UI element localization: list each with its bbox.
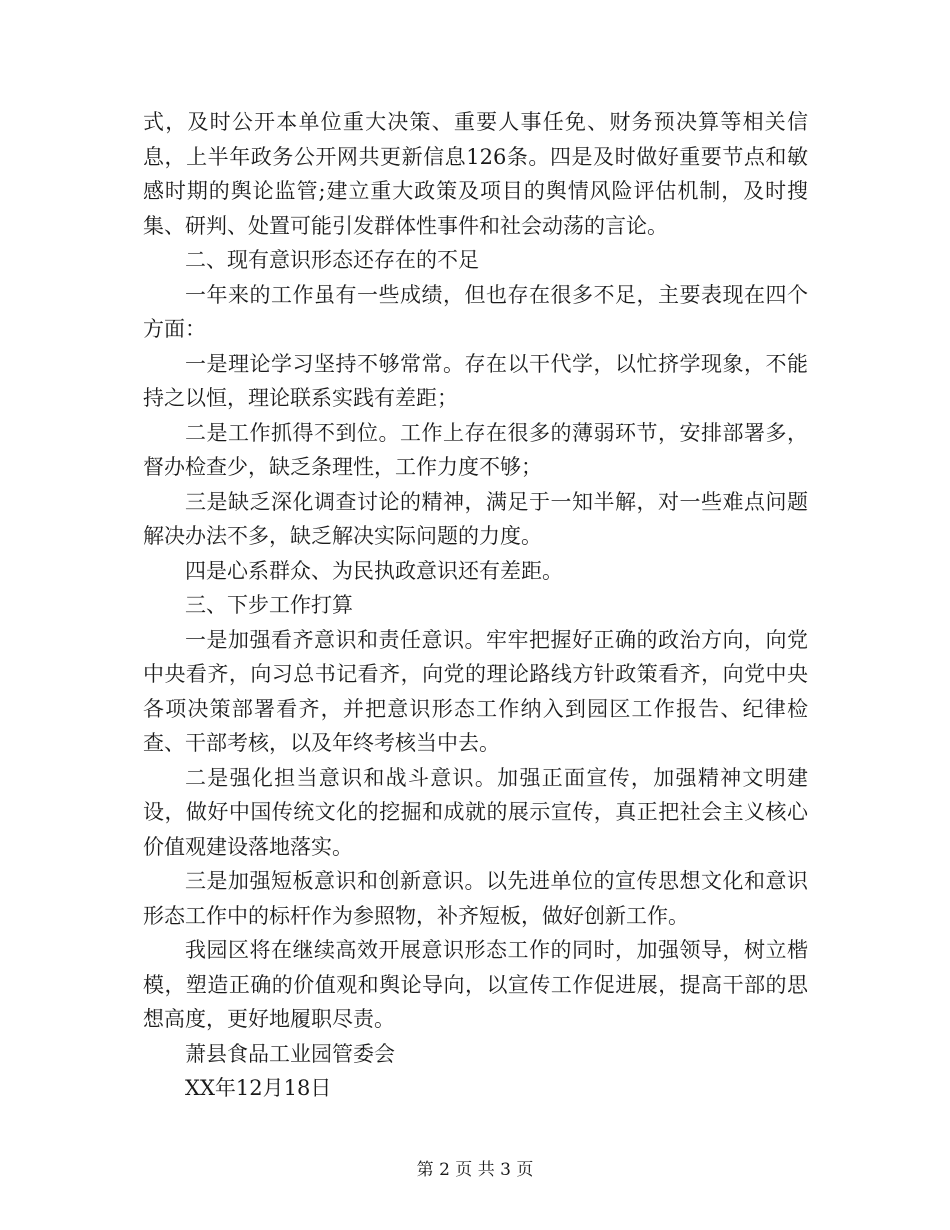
- paragraph-continuation: 式，及时公开本单位重大决策、重要人事任免、财务预决算等相关信息，上半年政务公开网共更新信息126条。四是及时做好重要节点和敏感时期的舆论监管;建立重大政策及项目的舆情风险评估机制，及时搜集、研判、处置可能引发群体性事件和社会动荡的言论。: [143, 110, 808, 238]
- document-body: [143, 105, 808, 1106]
- section-heading-shortcomings: 二、现有意识形态还存在的不足: [185, 248, 479, 272]
- paragraph-shortcomings-intro: 一年来的工作虽有一些成绩，但也存在很多不足，主要表现在四个方面：: [143, 282, 808, 341]
- signature-date: XX年12月18日: [185, 1076, 332, 1100]
- paragraph-shortcoming-3: 三是缺乏深化调查讨论的精神，满足于一知半解，对一些难点问题解决办法不多，缺乏解决实际问题的力度。: [143, 489, 808, 548]
- paragraph-plan-1: 一是加强看齐意识和责任意识。牢牢把握好正确的政治方向，向党中央看齐，向习总书记看齐，向党的理论路线方针政策看齐，向党中央各项决策部署看齐，并把意识形态工作纳入到园区工作报告、纪律检查、干部考核，以及年终考核当中去。: [143, 627, 808, 755]
- paragraph-plan-2: 二是强化担当意识和战斗意识。加强正面宣传，加强精神文明建设，做好中国传统文化的挖掘和成就的展示宣传，真正把社会主义核心价值观建设落地落实。: [143, 765, 808, 859]
- section-heading-next-steps: 三、下步工作打算: [185, 593, 353, 617]
- page-number-footer: 第 2 页 共 3 页: [416, 1160, 534, 1180]
- paragraph-plan-3: 三是加强短板意识和创新意识。以先进单位的宣传思想文化和意识形态工作中的标杆作为参照物，补齐短板，做好创新工作。: [143, 869, 808, 928]
- paragraph-shortcoming-4: 四是心系群众、为民执政意识还有差距。: [185, 558, 563, 583]
- signature-organization: 萧县食品工业园管委会: [185, 1041, 395, 1066]
- paragraph-conclusion: 我园区将在继续高效开展意识形态工作的同时，加强领导，树立楷模，塑造正确的价值观和舆论导向，以宣传工作促进展，提高干部的思想高度，更好地履职尽责。: [143, 938, 808, 1031]
- paragraph-shortcoming-2: 二是工作抓得不到位。工作上存在很多的薄弱环节，安排部署多，督办检查少，缺乏条理性，工作力度不够；: [143, 420, 808, 479]
- paragraph-shortcoming-1: 一是理论学习坚持不够常常。存在以干代学，以忙挤学现象，不能持之以恒，理论联系实践有差距；: [143, 351, 808, 410]
